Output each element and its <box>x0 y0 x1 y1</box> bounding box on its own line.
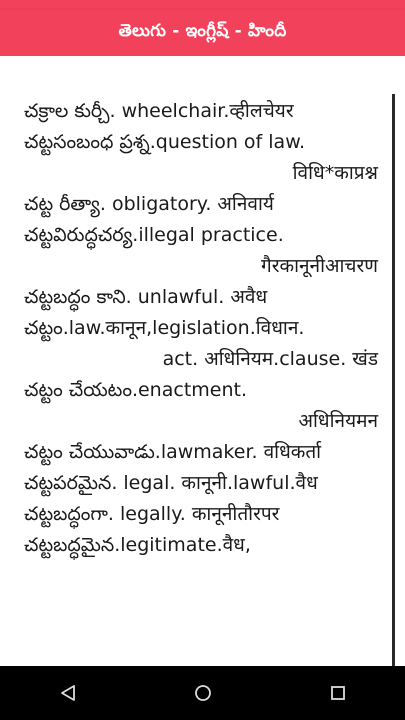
dictionary-entry[interactable]: చట్టబద్ధమైన.legitimate.वैध, <box>24 534 251 556</box>
status-bar <box>0 0 405 10</box>
recents-square-icon <box>329 684 347 702</box>
dictionary-content[interactable] <box>0 56 405 666</box>
app-title: తెలుగు - ఇంగ్లీష్ - హిందీ <box>118 21 287 41</box>
home-circle-icon <box>194 684 212 702</box>
dictionary-entry[interactable]: చట్టబద్ధంగా. legally. कानूनीतौरपर <box>24 503 280 525</box>
dictionary-entry[interactable]: చట్టసంబంధ ప్రశ్న.question of law. <box>24 131 306 153</box>
dictionary-entry[interactable]: చట్టం చేయటం.enactment. <box>24 379 247 401</box>
dictionary-entry[interactable]: చక్రాల కుర్చీ. wheelchair.व्हीलचेयर <box>24 100 294 122</box>
dictionary-entry-continuation[interactable]: अधिनियमन <box>298 410 378 432</box>
dictionary-entry[interactable]: చట్టవిరుద్ధచర్య.illegal practice. <box>24 224 284 246</box>
system-navigation-bar <box>0 666 405 720</box>
dictionary-entry-continuation[interactable]: गैरकानूनीआचरण <box>261 255 378 277</box>
app-bar <box>0 10 405 56</box>
dictionary-entry[interactable]: చట్టం చేయువాడు.lawmaker. वधिकर्ता <box>24 441 322 463</box>
dictionary-entry-continuation[interactable]: act. अधिनियम.clause. खंड <box>162 348 378 370</box>
dictionary-entry[interactable]: చట్టపరమైన. legal. कानूनी.lawful.वैध <box>24 472 318 494</box>
back-triangle-icon <box>59 684 77 702</box>
back-button[interactable] <box>38 666 98 720</box>
recents-button[interactable] <box>308 666 368 720</box>
dictionary-entry[interactable]: చట్టం.law.कानून,legislation.विधान. <box>24 317 305 339</box>
entry-list <box>24 96 378 561</box>
dictionary-entry[interactable]: చట్టబద్ధం కాని. unlawful. अवैध <box>24 286 268 308</box>
scrollbar[interactable] <box>392 94 395 666</box>
dictionary-entry[interactable]: చట్ట రీత్యా. obligatory. अनिवार्य <box>24 193 274 215</box>
home-button[interactable] <box>173 666 233 720</box>
dictionary-entry-continuation[interactable]: विधि*काप्रश्न <box>292 162 378 184</box>
